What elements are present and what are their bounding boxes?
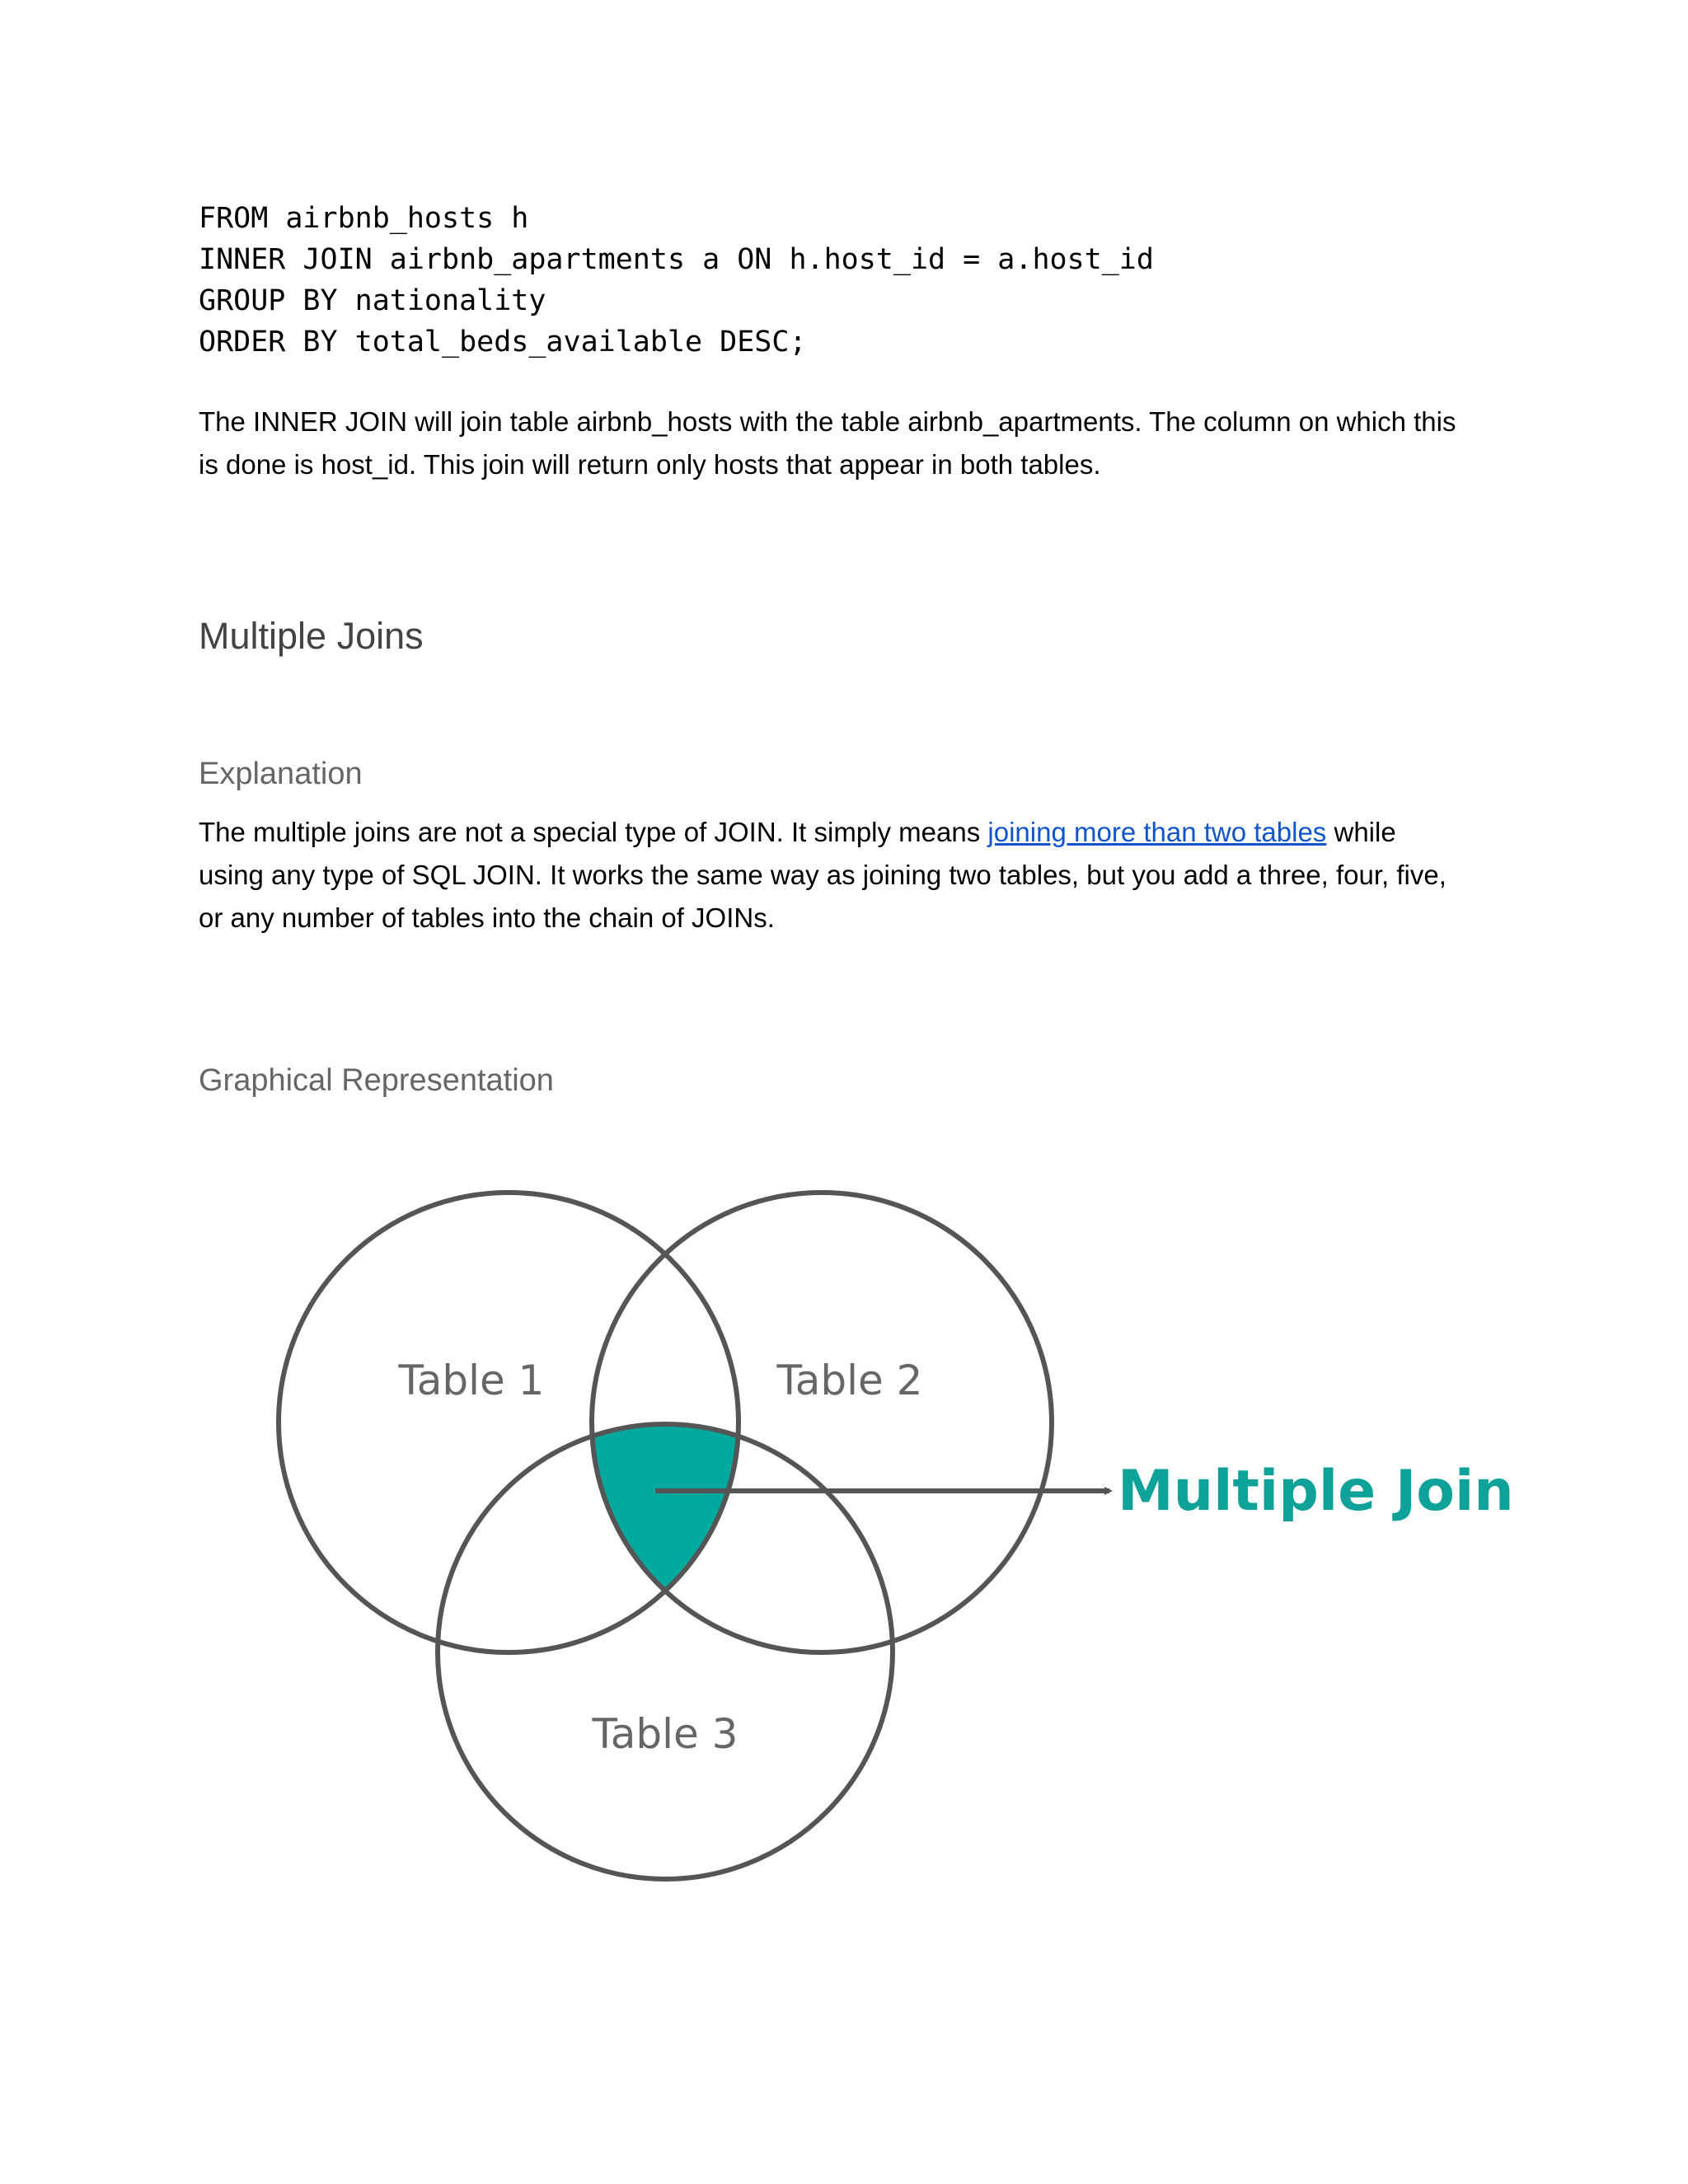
code-line-from: FROM airbnb_hosts h (199, 202, 529, 235)
joining-tables-link[interactable]: joining more than two tables (987, 817, 1327, 847)
code-line-order-by: ORDER BY total_beds_available DESC; (199, 326, 807, 359)
inner-join-description-line-1: The INNER JOIN will join table airbnb_hosts with the table airbnb_apartments. The column on which this (199, 406, 1456, 437)
explanation-line-2: using any type of SQL JOIN. It works the same way as joining two tables, but you add a three, four, five, (199, 860, 1447, 890)
label-table-1: Table 1 (398, 1357, 545, 1404)
explanation-line-1-text: The multiple joins are not a special type of JOIN. It simply means (199, 817, 988, 847)
code-line-inner-join: INNER JOIN airbnb_apartments a ON h.host_id = a.host_id (199, 243, 1154, 276)
heading-graphical-representation: Graphical Representation (199, 1063, 554, 1098)
inner-join-description-line-2: is done is host_id. This join will return only hosts that appear in both tables. (199, 449, 1101, 480)
heading-explanation: Explanation (199, 757, 363, 791)
section-title-multiple-joins: Multiple Joins (199, 615, 424, 657)
explanation-line-1-tail: while (1326, 817, 1396, 847)
label-table-3: Table 3 (592, 1710, 738, 1758)
code-line-group-by: GROUP BY nationality (199, 284, 546, 317)
explanation-line-3: or any number of tables into the chain of JOINs. (199, 902, 775, 933)
label-multiple-join: Multiple Join (1118, 1459, 1514, 1524)
label-table-2: Table 2 (776, 1357, 923, 1404)
